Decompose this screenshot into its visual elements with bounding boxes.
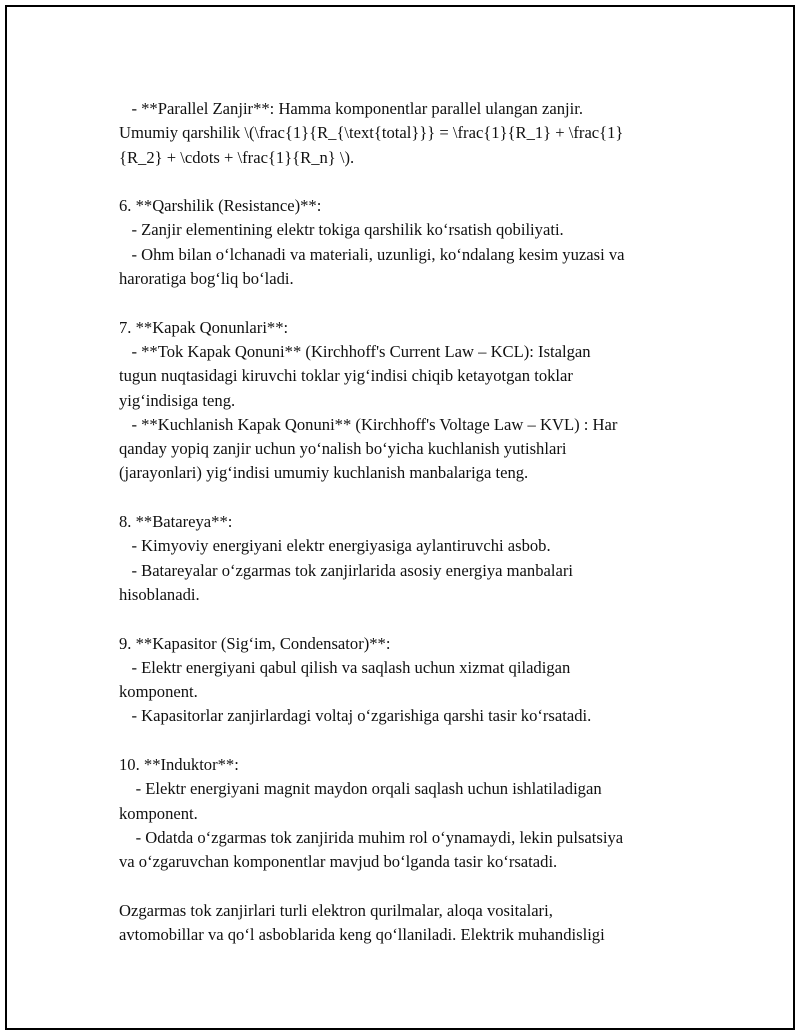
text-line: avtomobillar va qoʻl asboblarida keng qoʻllaniladi. Elektrik muhandisligi — [119, 925, 605, 945]
text-line: - Kapasitorlar zanjirlardagi voltaj oʻzgarishiga qarshi tasir koʻrsatadi. — [119, 706, 592, 726]
text-line: Ozgarmas tok zanjirlari turli elektron qurilmalar, aloqa vositalari, — [119, 900, 553, 920]
document-body — [119, 97, 689, 947]
blank-line — [119, 291, 689, 315]
text-line: haroratiga bogʻliq boʻladi. — [119, 269, 294, 289]
text-line: Umumiy qarshilik \(\frac{1}{R_{\text{total}}} = \frac{1}{R_1} + \frac{1} — [119, 123, 624, 143]
text-line: komponent. — [119, 682, 198, 702]
text-line: - Odatda oʻzgarmas tok zanjirida muhim rol oʻynamaydi, lekin pulsatsiya — [119, 827, 624, 847]
text-line: 7. **Kapak Qonunlari**: — [119, 317, 289, 337]
text-line: 9. **Kapasitor (Sigʻim, Condensator)**: — [119, 633, 391, 653]
blank-line — [119, 729, 689, 753]
blank-line — [119, 486, 689, 510]
text-line: va oʻzgaruvchan komponentlar mavjud boʻlganda tasir koʻrsatadi. — [119, 852, 558, 872]
text-line: (jarayonlari) yigʻindisi umumiy kuchlanish manbalariga teng. — [119, 463, 529, 483]
text-line: 8. **Batareya**: — [119, 512, 233, 532]
text-line: {R_2} + \cdots + \frac{1}{R_n} \). — [119, 147, 355, 167]
text-line: - Batareyalar oʻzgarmas tok zanjirlarida asosiy energiya manbalari — [119, 560, 573, 580]
text-line: - Kimyoviy energiyani elektr energiyasiga aylantiruvchi asbob. — [119, 536, 551, 556]
text-line: - Ohm bilan oʻlchanadi va materiali, uzunligi, koʻndalang kesim yuzasi va — [119, 244, 625, 264]
text-line: - Elektr energiyani qabul qilish va saqlash uchun xizmat qiladigan — [119, 657, 571, 677]
text-line: - **Parallel Zanjir**: Hamma komponentlar parallel ulangan zanjir. — [119, 99, 584, 118]
text-line: - **Tok Kapak Qonuni** (Kirchhoff's Current Law – KCL): Istalgan — [119, 341, 591, 361]
text-line: - **Kuchlanish Kapak Qonuni** (Kirchhoff's Voltage Law – KVL) : Har — [119, 414, 618, 434]
text-line: - Zanjir elementining elektr tokiga qarshilik koʻrsatish qobiliyati. — [119, 220, 564, 240]
blank-line — [119, 607, 689, 631]
blank-line — [119, 875, 689, 899]
text-line: 6. **Qarshilik (Resistance)**: — [119, 196, 322, 216]
text-line: komponent. — [119, 803, 198, 823]
document-page — [5, 5, 795, 1030]
text-line: qanday yopiq zanjir uchun yoʻnalish boʻyicha kuchlanish yutishlari — [119, 439, 567, 459]
text-line: yigʻindisiga teng. — [119, 390, 236, 410]
blank-line — [119, 170, 689, 194]
text-line: - Elektr energiyani magnit maydon orqali saqlash uchun ishlatiladigan — [119, 779, 602, 799]
text-line: hisoblanadi. — [119, 584, 200, 604]
text-line: tugun nuqtasidagi kiruvchi toklar yigʻindisi chiqib ketayotgan toklar — [119, 366, 573, 386]
text-line: 10. **Induktor**: — [119, 755, 239, 775]
